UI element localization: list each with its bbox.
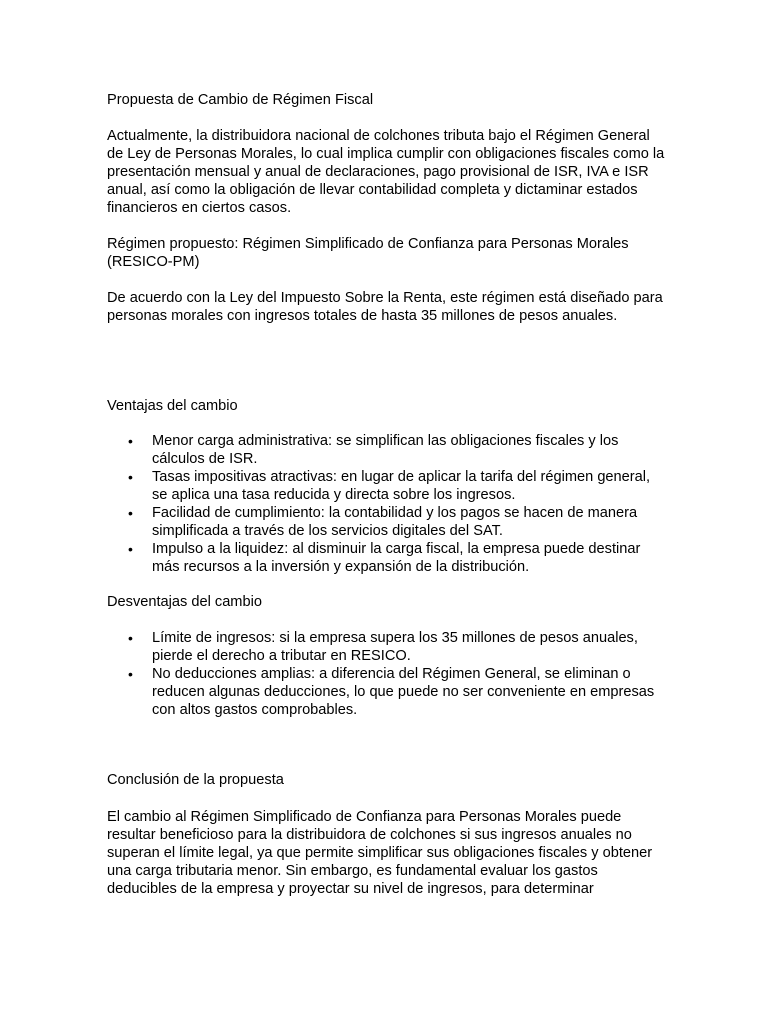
law-paragraph: De acuerdo con la Ley del Impuesto Sobre la Renta, este régimen está diseñado para personas morales con ingresos totales de hasta 35 millones de pesos anuales. [107,290,663,324]
advantage-item: • Facilidad de cumplimiento: la contabilidad y los pagos se hacen de manera simplificada a través de los servicios digitales del SAT. [107,504,667,540]
proposed-regime-paragraph: Régimen propuesto: Régimen Simplificado de Confianza para Personas Morales (RESICO-PM) [107,236,629,270]
intro-paragraph: Actualmente, la distribuidora nacional de colchones tributa bajo el Régimen General de Ley de Personas Morales, lo cual implica cumplir con obligaciones fiscales como la presentación mensual y anual de declaraciones, pago provisional de ISR, IVA e ISR anual, así como la obligación de llevar contabilidad completa y dictaminar estados financieros en ciertos casos. [107,128,665,216]
disadvantages-list [107,629,667,719]
conclusion-paragraph: El cambio al Régimen Simplificado de Confianza para Personas Morales puede resultar beneficioso para la distribuidora de colchones si sus ingresos anuales no superan el límite legal, ya que permite simplificar sus obligaciones fiscales y obtener una carga tributaria menor. Sin embargo, es fundamental evaluar los gastos deducibles de la empresa y proyectar su nivel de ingresos, para determinar [107,809,653,897]
advantage-item: • Impulso a la liquidez: al disminuir la carga fiscal, la empresa puede destinar más recursos a la inversión y expansión de la distribución. [107,540,667,576]
advantages-list [107,432,667,576]
advantage-item: • Tasas impositivas atractivas: en lugar de aplicar la tarifa del régimen general, se aplica una tasa reducida y directa sobre los ingresos. [107,468,667,504]
advantage-item: • Menor carga administrativa: se simplifican las obligaciones fiscales y los cálculos de ISR. [107,432,667,468]
disadvantage-item: • No deducciones amplias: a diferencia del Régimen General, se eliminan o reducen algunas deducciones, lo que puede no ser conveniente en empresas con altos gastos comprobables. [107,665,667,719]
disadvantage-item: • Límite de ingresos: si la empresa supera los 35 millones de pesos anuales, pierde el derecho a tributar en RESICO. [107,629,667,665]
document-title: Propuesta de Cambio de Régimen Fiscal [107,92,374,108]
advantages-heading: Ventajas del cambio [107,398,238,414]
disadvantages-heading: Desventajas del cambio [107,594,262,610]
conclusion-heading: Conclusión de la propuesta [107,772,284,788]
